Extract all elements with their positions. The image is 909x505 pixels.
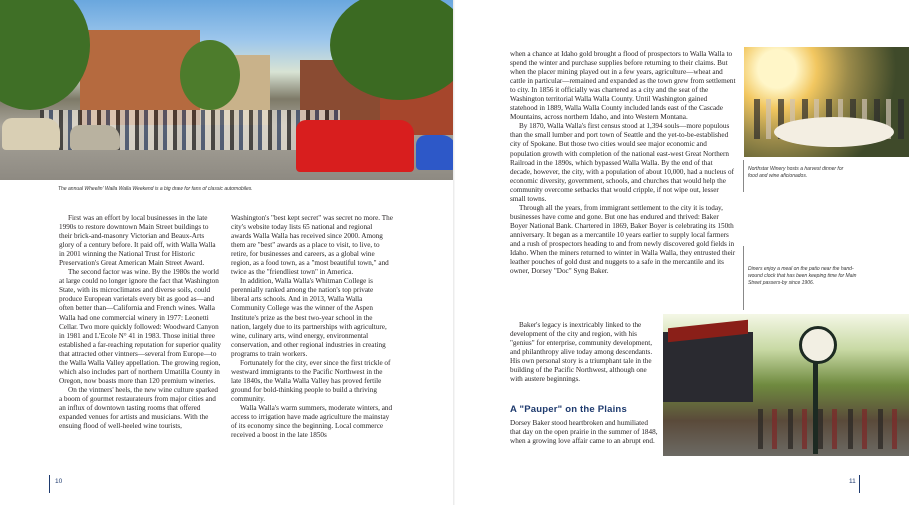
- harvest-dinner-photo: [744, 47, 909, 157]
- paragraph: Washington's "best kept secret" was secret no more. The city's website today lists 65 national and regional awards Walla Walla has received since 2000. Among them are "best" awards as a place to visit, to live, to retire, for businesses and careers, as a global wine region, as a food town, as a "most beautiful town," and twice as the "friendliest town" in America.: [231, 214, 393, 277]
- paragraph: The second factor was wine. By the 1980s the world at large could no longer ignore the fact that Washington State, with its microclimates and diverse soils, could produce European varietals every bit as good as—and often better than—California and French wines. Walla Walla had one commercial winery in 1977: Leonetti Cellar. Two more quickly followed: Woodward Canyon in 1981 and L'Ecole N° 41 in 1983. Those initial three established a far-reaching reputation for superior quality that attracted other vintners—several from Europe—to the Walla Walla Valley appellation. The growing region, which also includes part of northern Umatilla County in Oregon, now boasts more than 120 premium wineries.: [59, 268, 221, 385]
- clock-photo-caption: Diners enjoy a meal on the patio near the hand-wound clock that has been keeping time for Main Street passers-by since 1906.: [748, 266, 857, 286]
- right-page: [455, 0, 909, 505]
- paragraph: By 1870, Walla Walla's first census stood at 1,394 souls—more populous than the small lumber and port town of Seattle and the yet-to-be-established city of Spokane. But those two cities would see major economic and population growth with completion of the national east-west Great Northern Railroad in the 1890s, which bypassed Walla Walla. By the end of that decade, however, the city, with a population of about 10,000, had a nucleus of economic diversity, government, schools, and churches that would help the community overcome setbacks that would cripple, if not wipe out, lesser small towns.: [510, 122, 734, 203]
- classic-car-street-photo: [0, 0, 455, 180]
- paragraph: On the vintners' heels, the new wine culture sparked a boom of gourmet restaurateurs from major cities and an influx of downtown tasting rooms that offered expanded venues for artists and musicians. With the ensuing flood of well-heeled wine tourists,: [59, 385, 218, 431]
- paragraph: when a chance at Idaho gold brought a flood of prospectors to Walla Walla to spend the winter and purchase supplies before returning to their claims. But when the placer mining played out in a few years, agriculture—wheat and cattle in particular—remained and expanded as the town grew from settlement to city. In 1856 it officially was chartered as a city and the seat of the Washington territorial Walla Walla County. Until Washington gained statehood in 1889, Walla Walla County included lands east of the Cascade Mountains, across northern Idaho, and into Western Montana.: [510, 50, 736, 122]
- section-heading: A "Pauper" on the Plains: [510, 404, 627, 415]
- folio-rule: [49, 475, 50, 493]
- paragraph: First was an effort by local businesses in the late 1990s to restore downtown Main Street buildings to their brick-and-masonry Victorian and Beaux-Arts glory of a century before. It paid off, with Walla Walla in 2001 winning the National Trust for Historic Preservation's Great American Main Street Award.: [59, 214, 216, 268]
- main-street-clock-photo: [663, 314, 909, 456]
- left-column-1: [59, 214, 221, 431]
- dinner-photo-caption: Northstar Winery hosts a harvest dinner for food and wine aficionados.: [748, 166, 844, 179]
- right-column-2: [510, 321, 658, 384]
- paragraph: In addition, Walla Walla's Whitman College is perennially ranked among the nation's top private liberal arts schools. And in 2013, Walla Walla Community College was the winner of the Aspen Institute's prize as the best two-year school in the nation, largely due to its partnerships with agriculture, wine, culinary arts, wind energy, environmental conservation, and other regional industries in creating programs to train workers.: [231, 277, 387, 358]
- paragraph: Dorsey Baker stood heartbroken and humiliated that day on the open prairie in the summer of 1848, when a growing love affair came to an abrupt end.: [510, 419, 658, 446]
- page-number: 10: [55, 478, 63, 485]
- caption-rule: [743, 246, 744, 310]
- paragraph: Through all the years, from immigrant settlement to the city it is today, businesses have come and gone. But one has endured and thrived: Baker Boyer National Bank. Chartered in 1869, Baker Boyer is celebrating its 150th anniversary. It began as a mercantile 10 years earlier to supply local farmers and a rush of prospectors heading to and from newly discovered gold fields in Idaho. When the miners returned to winter in Walla Walla, they entrusted their leather pouches of gold dust and nuggets to a safe in the mercantile and its owner, Dorsey "Doc" Syng Baker.: [510, 203, 736, 276]
- paragraph: Baker's legacy is inextricably linked to the development of the city and region, with his "genius" for enterprise, community development, and philanthropy alive today among descendants. His own personal story is a triumphant tale in the building of the Pacific Northwest, although one with austere beginnings.: [510, 321, 653, 384]
- street-photo-caption: The annual Wheelin' Walla Walla Weekend is a big draw for fans of classic automobiles.: [58, 186, 253, 192]
- paragraph: Walla Walla's warm summers, moderate winters, and access to irrigation have made agriculture the mainstay of its economy since the beginning. Local commerce received a boost in the late 1850s: [231, 403, 393, 440]
- caption-rule: [743, 160, 744, 192]
- left-column-2: [231, 214, 393, 440]
- page-number: 11: [849, 478, 856, 485]
- right-column-3: [510, 419, 658, 446]
- folio-rule: [859, 475, 860, 493]
- right-column-1: [510, 50, 736, 276]
- paragraph: Fortunately for the city, ever since the first trickle of westward immigrants to the Pacific Northwest in the late 1840s, the Walla Walla Valley has proved fertile ground for bold-thinking people to build a thriving community.: [231, 358, 391, 403]
